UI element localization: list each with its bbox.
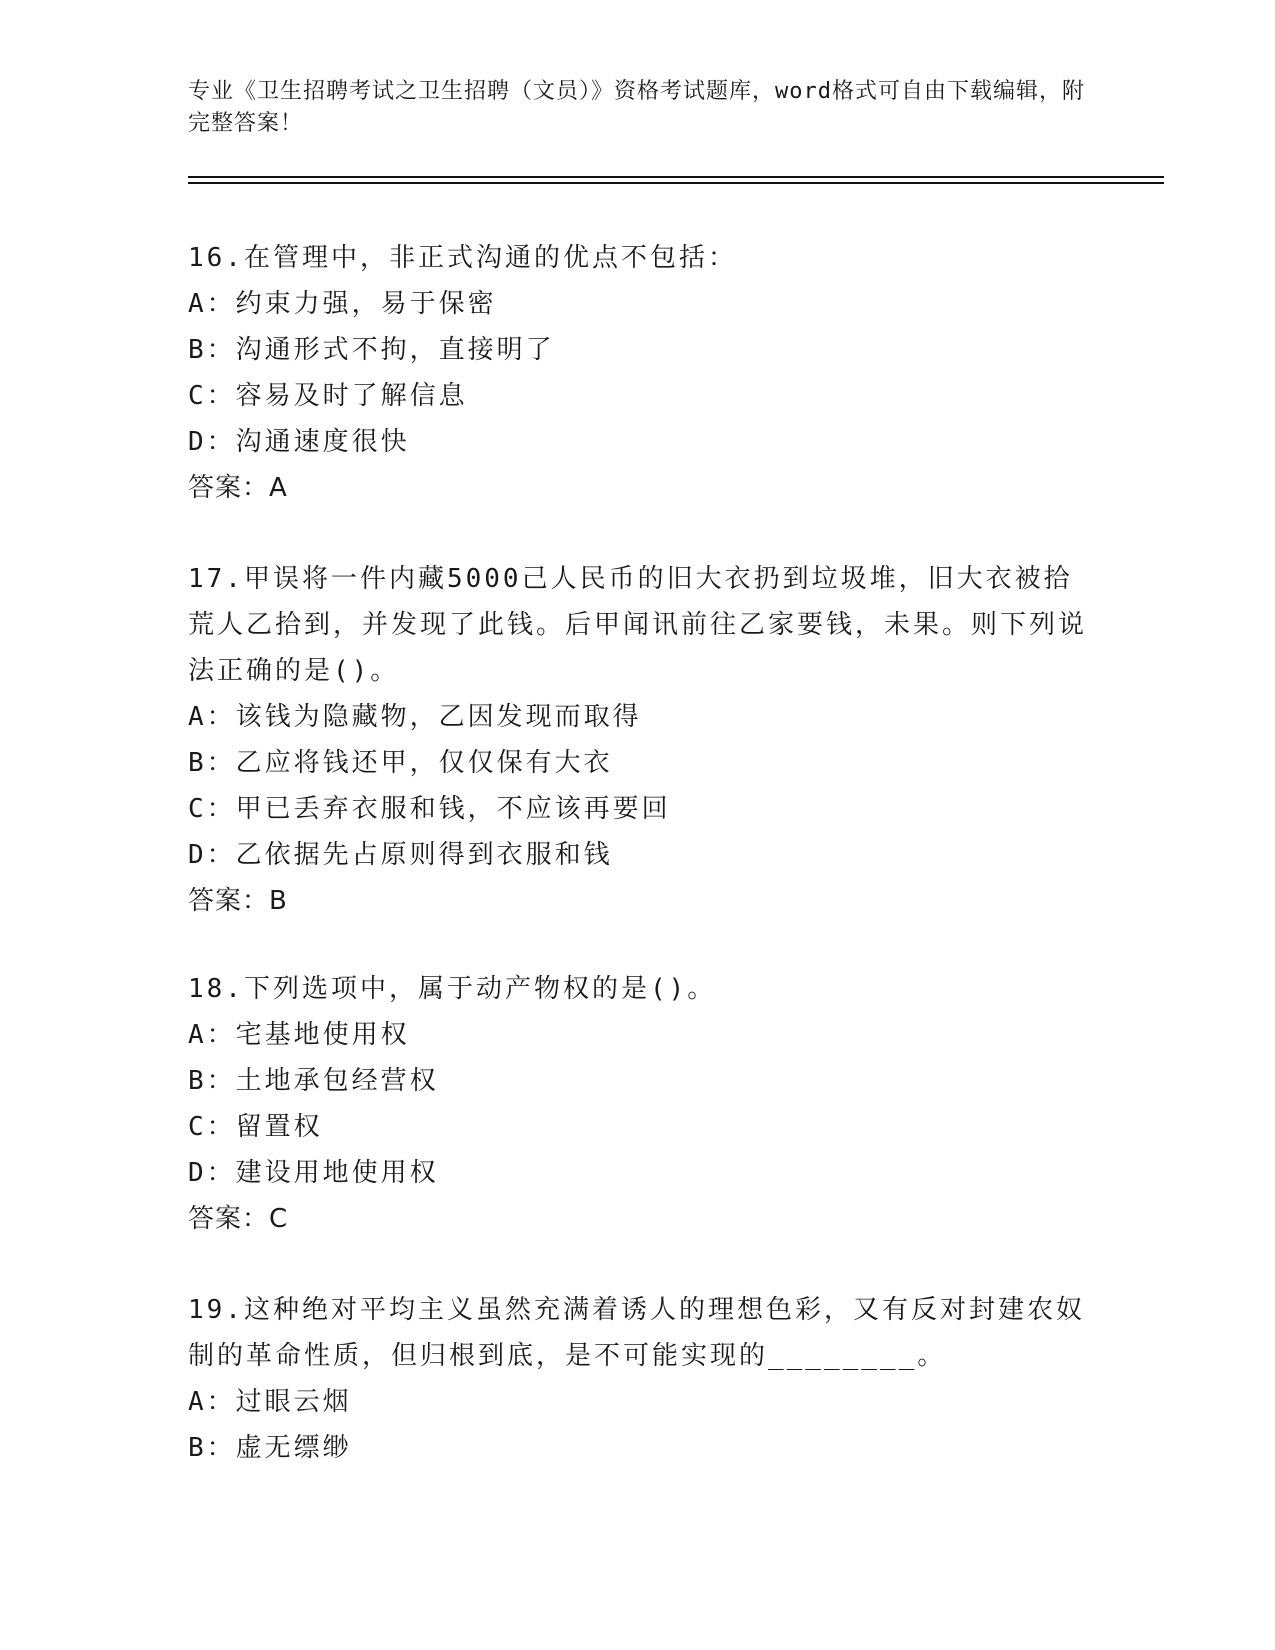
- document-header: 专业《卫生招聘考试之卫生招聘（文员）》资格考试题库，word格式可自由下载编辑，附完整答案！: [188, 79, 1085, 136]
- question-18: [188, 966, 1088, 1242]
- option-d: D：沟通速度很快: [188, 427, 410, 457]
- header-divider-top: [188, 176, 1164, 178]
- answer-line: 答案：A: [188, 473, 288, 503]
- question-text: 16.在管理中，非正式沟通的优点不包括：: [188, 243, 737, 273]
- option-d: D：建设用地使用权: [188, 1158, 439, 1188]
- option-b: B：沟通形式不拘，直接明了: [188, 335, 555, 365]
- question-text: 19.这种绝对平均主义虽然充满着诱人的理想色彩，又有反对封建农奴制的革命性质，但归根到底，是不可能实现的________。: [188, 1295, 1085, 1371]
- question-19: [188, 1287, 1088, 1471]
- option-c: C：甲已丢弃衣服和钱，不应该再要回: [188, 794, 671, 824]
- option-b: B：虚无缥缈: [188, 1433, 352, 1463]
- answer-line: 答案：C: [188, 1204, 289, 1234]
- option-b: B：土地承包经营权: [188, 1066, 439, 1096]
- header-divider-bottom: [188, 182, 1164, 184]
- option-d: D：乙依据先占原则得到衣服和钱: [188, 840, 613, 870]
- option-a: A：约束力强，易于保密: [188, 289, 497, 319]
- question-text: 18.下列选项中，属于动产物权的是()。: [188, 974, 717, 1004]
- question-16: [188, 235, 1088, 511]
- option-c: C：留置权: [188, 1112, 323, 1142]
- option-a: A：该钱为隐藏物，乙因发现而取得: [188, 702, 642, 732]
- question-text: 17.甲误将一件内藏5000己人民币的旧大衣扔到垃圾堆，旧大衣被拾荒人乙拾到，并发现了此钱。后甲闻讯前往乙家要钱，未果。则下列说法正确的是()。: [188, 564, 1088, 686]
- option-c: C：容易及时了解信息: [188, 381, 468, 411]
- option-b: B：乙应将钱还甲，仅仅保有大衣: [188, 748, 613, 778]
- question-17: [188, 556, 1088, 924]
- answer-line: 答案：B: [188, 886, 288, 916]
- option-a: A：过眼云烟: [188, 1387, 352, 1417]
- option-a: A：宅基地使用权: [188, 1020, 410, 1050]
